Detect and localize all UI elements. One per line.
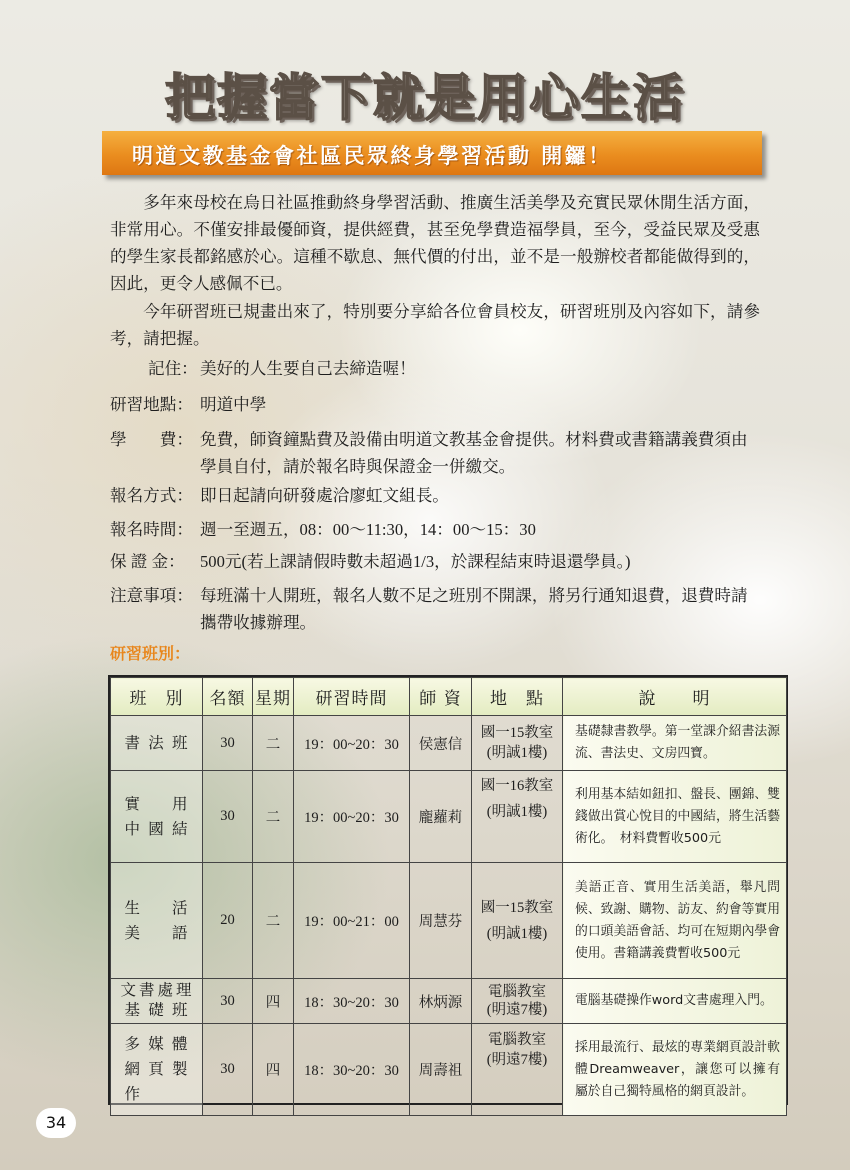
class-name-line: 網頁製作 <box>124 1061 189 1103</box>
location-cell <box>472 771 563 863</box>
header-weekday: 星期 <box>253 678 294 716</box>
quota-cell: 30 <box>203 771 253 863</box>
location-line: 電腦教室 <box>488 1032 546 1048</box>
description-cell: 美語正音、實用生活美語，舉凡問候、致謝、購物、訪友、約會等實用的口頭美語會話、均可在短期內學會使用。書籍講義費暫收500元 <box>563 863 787 979</box>
description-cell: 採用最流行、最炫的專業網頁設計軟體Dreamweaver，讓您可以擁有屬於自己獨特風格的網頁設計。 <box>563 1024 787 1116</box>
class-name-line: 中國結 <box>124 820 189 838</box>
time-cell: 19：00~20：30 <box>294 716 410 771</box>
time-cell: 19：00~21：00 <box>294 863 410 979</box>
info-value: 即日起請向研發處洽廖虹文組長。 <box>200 486 449 505</box>
time-cell: 18：30~20：30 <box>294 1024 410 1116</box>
section-title: 研習班別： <box>110 644 191 663</box>
announcement-paragraph: 今年研習班已規畫出來了，特別要分享給各位會員校友，研習班別及內容如下，請參考，請把握。 <box>110 302 760 348</box>
location-line: 國一15教室 <box>480 725 554 741</box>
page-number: 34 <box>36 1108 76 1138</box>
info-value: 免費，師資鐘點費及設備由明道文教基金會提供。材料費或書籍講義費須由學員自付，請於報名時與保證金一併繳交。 <box>200 430 748 476</box>
header-description: 說 明 <box>563 678 787 716</box>
quota-cell: 30 <box>203 1024 253 1116</box>
location-line: (明遠7樓) <box>486 1052 548 1068</box>
class-name-cell <box>111 863 203 979</box>
class-name-line: 美 語 <box>124 924 189 942</box>
table-row <box>111 1024 787 1116</box>
info-label: 報名方式： <box>110 486 193 505</box>
info-label: 注意事項： <box>110 586 193 605</box>
header-location: 地 點 <box>472 678 563 716</box>
location-line: 電腦教室 <box>488 984 546 1000</box>
info-value: 每班滿十人開班，報名人數不足之班別不開課，將另行通知退費，退費時請攜帶收據辦理。 <box>200 586 748 632</box>
location-cell <box>472 979 563 1024</box>
weekday-cell: 四 <box>253 1024 294 1116</box>
location-cell <box>472 716 563 771</box>
class-name-cell <box>111 979 203 1024</box>
class-name-line: 多媒體 <box>124 1036 189 1053</box>
info-value: 500元(若上課請假時數未超過1/3，於課程結束時退還學員。) <box>200 552 631 571</box>
info-value: 週一至週五，08：00～11:30，14：00～15：30 <box>200 520 536 539</box>
class-name-cell <box>111 716 203 771</box>
location-line: (明誠1樓) <box>486 745 548 761</box>
table-row <box>111 771 787 863</box>
intro-paragraph: 多年來母校在烏日社區推動終身學習活動、推廣生活美學及充實民眾休閒生活方面，非常用心。不僅安排最優師資，提供經費，甚至免學費造福學員，至今，受益民眾及受惠的學生家長都銘感於心。這種不歇息、無代價的付出，並不是一般辦校者都能做得到的，因此，更令人感佩不已。 <box>110 193 760 293</box>
teacher-cell: 周慧芬 <box>410 863 472 979</box>
info-label: 研習地點： <box>110 395 193 414</box>
info-label: 學 費： <box>110 430 193 449</box>
header-teacher: 師 資 <box>410 678 472 716</box>
header-quota: 名額 <box>203 678 253 716</box>
class-name-line: 實 用 <box>124 795 189 813</box>
class-name-cell <box>111 1024 203 1116</box>
class-name-line: 文書處理 <box>120 982 193 999</box>
class-name-cell <box>111 771 203 863</box>
table-row <box>111 716 787 771</box>
weekday-cell: 二 <box>253 771 294 863</box>
location-line: (明誠1樓) <box>486 925 548 942</box>
table-row <box>111 979 787 1024</box>
location-line: (明誠1樓) <box>486 804 548 820</box>
description-cell: 電腦基礎操作word文書處理入門。 <box>563 979 787 1024</box>
weekday-cell: 二 <box>253 863 294 979</box>
class-name-line: 基 礎 班 <box>124 1002 189 1019</box>
time-cell: 18：30~20：30 <box>294 979 410 1024</box>
page-title: 把握當下就是用心生活 <box>165 69 685 127</box>
table-row <box>111 863 787 979</box>
course-table <box>108 675 788 1105</box>
info-value: 美好的人生要自己去締造喔！ <box>200 359 416 378</box>
location-line: (明遠7樓) <box>486 1002 548 1018</box>
teacher-cell: 林炳源 <box>410 979 472 1024</box>
header-class: 班 別 <box>111 678 203 716</box>
quota-cell: 20 <box>203 863 253 979</box>
quota-cell: 30 <box>203 979 253 1024</box>
teacher-cell: 周壽祖 <box>410 1024 472 1116</box>
weekday-cell: 二 <box>253 716 294 771</box>
description-cell: 基礎隸書教學。第一堂課介紹書法源流、書法史、文房四寶。 <box>563 716 787 771</box>
time-cell: 19：00~20：30 <box>294 771 410 863</box>
info-label: 記住： <box>148 359 198 378</box>
teacher-cell: 侯憲信 <box>410 716 472 771</box>
event-banner <box>102 131 762 175</box>
teacher-cell: 龐蘿莉 <box>410 771 472 863</box>
info-label: 報名時間： <box>110 520 193 539</box>
description-cell: 利用基本結如鈕扣、盤長、團錦、雙錢做出賞心悅目的中國結，將生活藝術化。 材料費暫收500元 <box>563 771 787 863</box>
class-name-line: 書法班 <box>124 734 189 752</box>
location-line: 國一16教室 <box>480 778 554 794</box>
table-header-row <box>111 678 787 716</box>
header-time: 研習時間 <box>294 678 410 716</box>
banner-text: 明道文教基金會社區民眾終身學習活動 開鑼！ <box>132 144 612 168</box>
class-name-line: 生 活 <box>124 899 189 917</box>
location-cell <box>472 863 563 979</box>
weekday-cell: 四 <box>253 979 294 1024</box>
info-label: 保 證 金： <box>110 552 185 571</box>
info-value: 明道中學 <box>200 395 267 414</box>
location-cell <box>472 1024 563 1116</box>
location-line: 國一15教室 <box>480 899 554 916</box>
quota-cell: 30 <box>203 716 253 771</box>
